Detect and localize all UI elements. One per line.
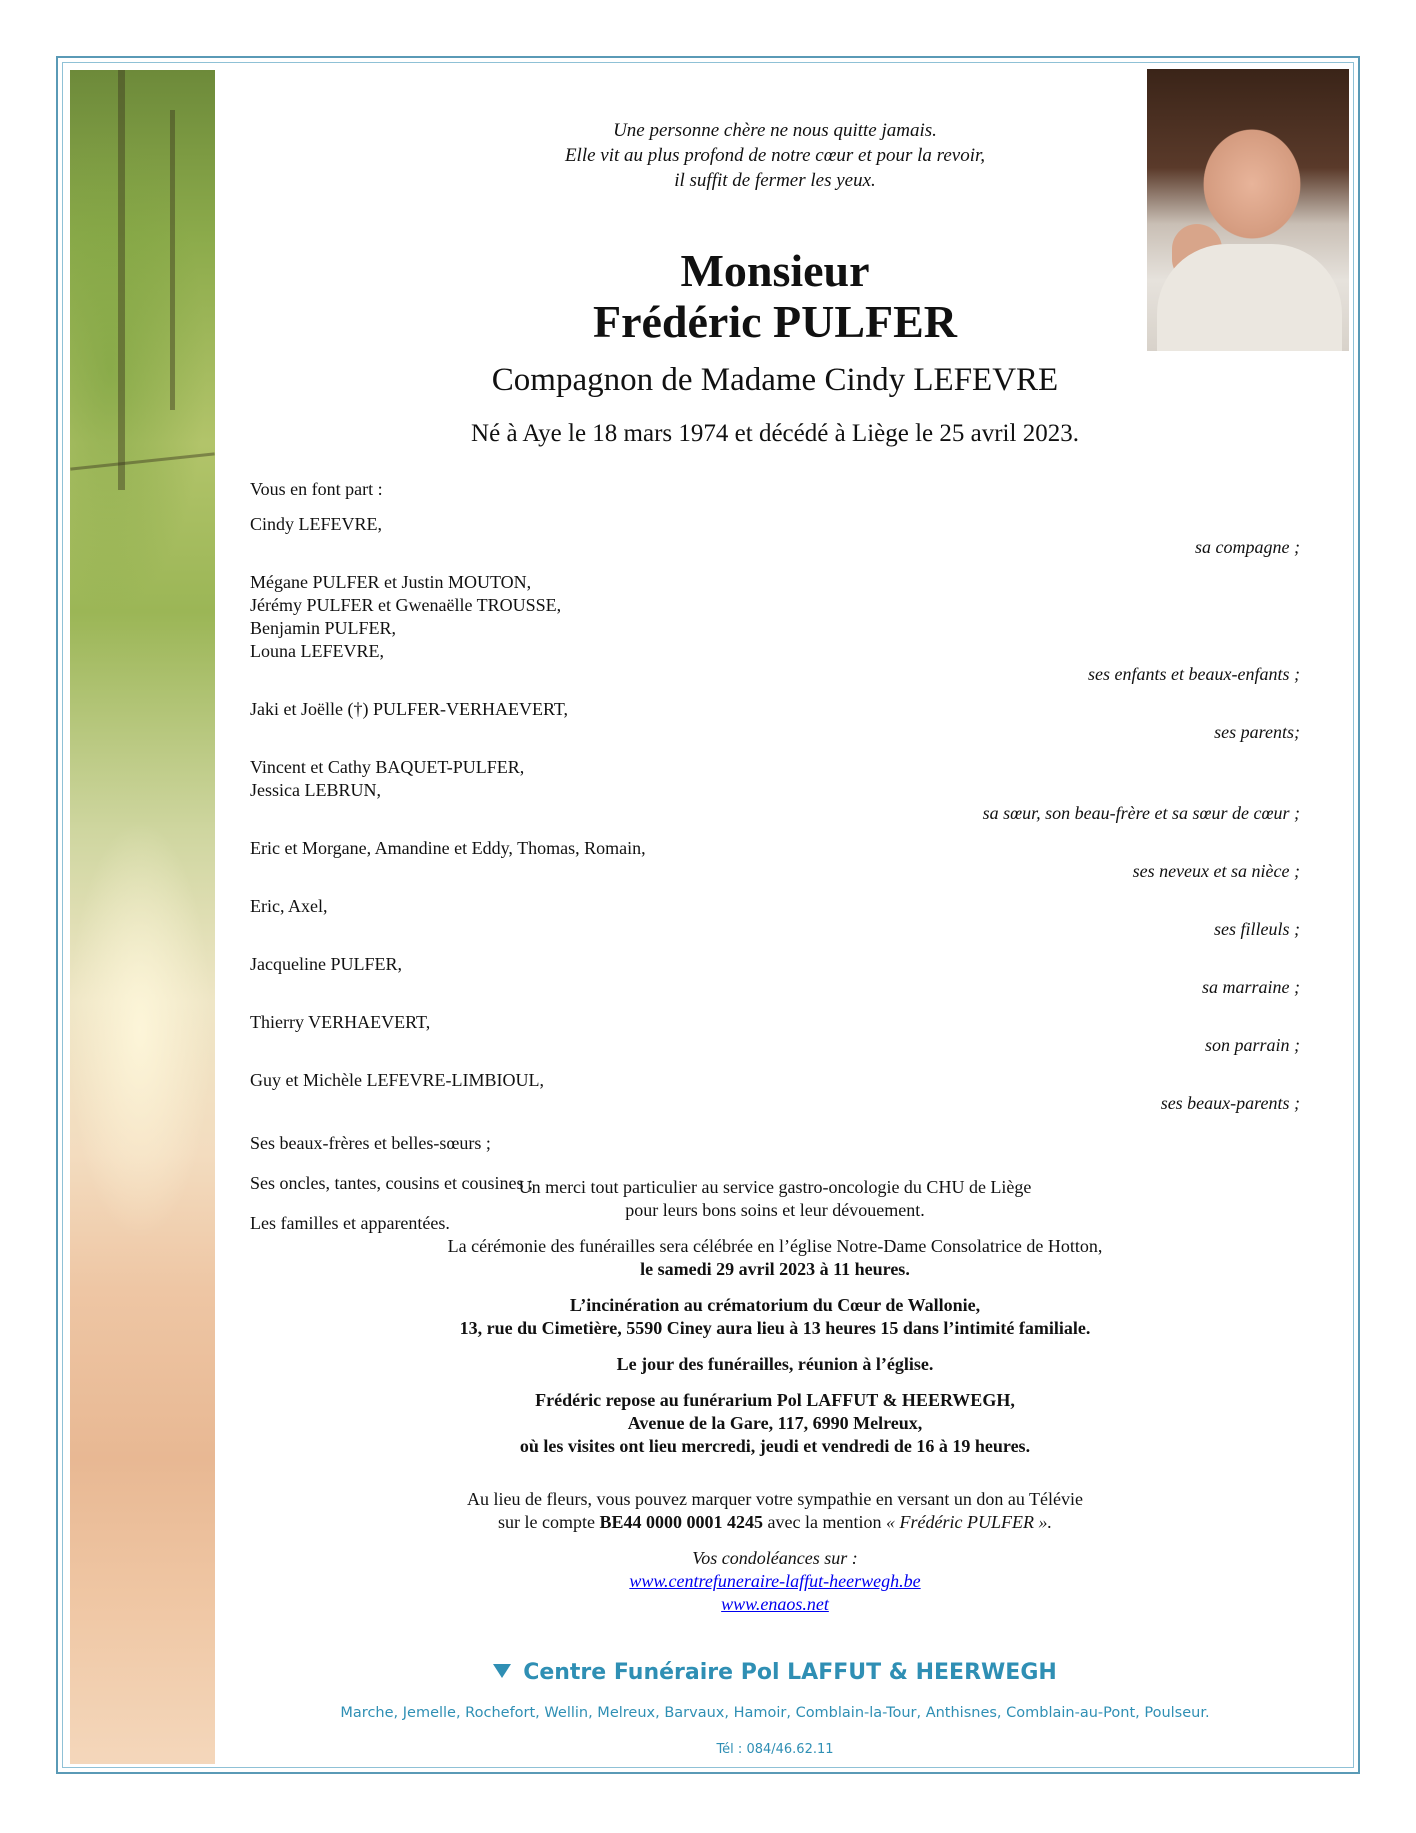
funerarium-paragraph xyxy=(300,1389,1250,1458)
quote-line: il suffit de fermer les yeux. xyxy=(674,170,876,191)
thanks-line: Un merci tout particulier au service gastro-oncologie du CHU de Liège xyxy=(518,1177,1032,1197)
quote-line: Une personne chère ne nous quitte jamais. xyxy=(613,120,937,141)
memorial-quote xyxy=(300,118,1250,193)
family-member: Cindy LEFEVRE, xyxy=(250,514,383,534)
family-group xyxy=(250,837,1300,883)
family-group xyxy=(250,513,1300,559)
bank-account: BE44 0000 0001 4245 xyxy=(599,1512,764,1532)
family-relation: sa marraine ; xyxy=(1202,977,1300,997)
funerarium-line: Avenue de la Gare, 117, 6990 Melreux, xyxy=(627,1413,923,1433)
funerarium-line: Frédéric repose au funérarium Pol LAFFUT & HEERWEGH, xyxy=(535,1390,1015,1410)
donation-prefix: sur le compte xyxy=(498,1512,600,1532)
family-group xyxy=(250,756,1300,825)
incineration-line: 13, rue du Cimetière, 5590 Ciney aura lieu à 13 heures 15 dans l’intimité familiale. xyxy=(459,1318,1091,1338)
family-member: Thierry VERHAEVERT, xyxy=(250,1012,431,1032)
thanks-paragraph xyxy=(300,1176,1250,1222)
ceremony-date: le samedi 29 avril 2023 à 11 heures. xyxy=(640,1259,910,1279)
family-member: Benjamin PULFER, xyxy=(250,618,397,638)
thanks-line: pour leurs bons soins et leur dévouement. xyxy=(625,1200,925,1220)
family-group xyxy=(250,1069,1300,1115)
incineration-line: L’incinération au crématorium du Cœur de Wallonie, xyxy=(569,1295,981,1315)
family-group xyxy=(250,953,1300,999)
forest-path-image xyxy=(70,70,215,1764)
family-relation: sa sœur, son beau-frère et sa sœur de cœur ; xyxy=(982,803,1300,823)
family-announcement xyxy=(250,478,1300,1235)
family-relation: ses parents; xyxy=(1214,722,1300,742)
family-relation: sa compagne ; xyxy=(1195,537,1300,557)
family-member: Louna LEFEVRE, xyxy=(250,641,384,661)
family-group xyxy=(250,698,1300,744)
family-extra-line: Ses beaux-frères et belles-sœurs ; xyxy=(250,1133,491,1153)
condolences-paragraph xyxy=(300,1547,1250,1616)
donation-mid: avec la mention xyxy=(763,1512,886,1532)
ceremony-paragraph xyxy=(300,1235,1250,1281)
funeral-center-link[interactable]: www.centrefuneraire-laffut-heerwegh.be xyxy=(629,1571,921,1591)
family-member: Jacqueline PULFER, xyxy=(250,954,402,974)
footer-phone: Tél : 084/46.62.11 xyxy=(716,1742,834,1757)
birth-death-line: Né à Aye le 18 mars 1974 et décédé à Liège le 25 avril 2023. xyxy=(471,420,1079,447)
donation-mention: « Frédéric PULFER ». xyxy=(885,1512,1052,1532)
family-intro: Vous en font part : xyxy=(250,479,383,499)
honorific: Monsieur xyxy=(680,245,870,296)
family-relation: ses filleuls ; xyxy=(1214,919,1300,939)
footer-company xyxy=(300,1660,1250,1685)
ceremony-line: La cérémonie des funérailles sera célébrée en l’église Notre-Dame Consolatrice de Hotton, xyxy=(447,1236,1103,1256)
family-member: Guy et Michèle LEFEVRE-LIMBIOUL, xyxy=(250,1070,544,1090)
companion-line: Compagnon de Madame Cindy LEFEVRE xyxy=(491,362,1059,398)
quote-line: Elle vit au plus profond de notre cœur et pour la revoir, xyxy=(564,145,986,166)
family-groups xyxy=(250,513,1300,1115)
family-group xyxy=(250,895,1300,941)
family-relation: son parrain ; xyxy=(1204,1035,1300,1055)
incineration-paragraph xyxy=(300,1294,1250,1340)
family-extra-line: Ses oncles, tantes, cousins et cousines ; xyxy=(250,1173,533,1193)
family-member: Jaki et Joëlle (†) PULFER-VERHAEVERT, xyxy=(250,699,569,719)
triangle-down-icon xyxy=(493,1664,511,1678)
deceased-heading xyxy=(300,245,1250,347)
family-relation: ses enfants et beaux-enfants ; xyxy=(1088,664,1300,684)
family-member: Vincent et Cathy BAQUET-PULFER, xyxy=(250,757,525,777)
family-group xyxy=(250,1011,1300,1057)
company-name: Centre Funéraire Pol LAFFUT & HEERWEGH xyxy=(523,1660,1057,1685)
family-relation: ses beaux-parents ; xyxy=(1160,1093,1300,1113)
footer-places: Marche, Jemelle, Rochefort, Wellin, Melreux, Barvaux, Hamoir, Comblain-la-Tour, Anthisnes, Comblain-au-Pont, Poulseur. xyxy=(340,1705,1210,1721)
deceased-name: Frédéric PULFER xyxy=(592,296,958,347)
family-extra-line: Les familles et apparentées. xyxy=(250,1213,450,1233)
family-member: Eric, Axel, xyxy=(250,896,328,916)
family-member: Jérémy PULFER et Gwenaëlle TROUSSE, xyxy=(250,595,562,615)
closing-section xyxy=(300,1176,1250,1629)
family-member: Mégane PULFER et Justin MOUTON, xyxy=(250,572,532,592)
family-relation: ses neveux et sa nièce ; xyxy=(1132,861,1300,881)
funerarium-line: où les visites ont lieu mercredi, jeudi et vendredi de 16 à 19 heures. xyxy=(519,1436,1031,1456)
donation-paragraph xyxy=(300,1488,1250,1534)
condolences-label: Vos condoléances sur : xyxy=(692,1548,858,1568)
reunion-paragraph: Le jour des funérailles, réunion à l’église. xyxy=(616,1354,934,1374)
family-member: Eric et Morgane, Amandine et Eddy, Thomas, Romain, xyxy=(250,838,646,858)
enaos-link[interactable]: www.enaos.net xyxy=(721,1594,829,1614)
donation-line: Au lieu de fleurs, vous pouvez marquer votre sympathie en versant un don au Télévie xyxy=(467,1489,1083,1509)
family-member: Jessica LEBRUN, xyxy=(250,780,381,800)
family-group xyxy=(250,571,1300,686)
